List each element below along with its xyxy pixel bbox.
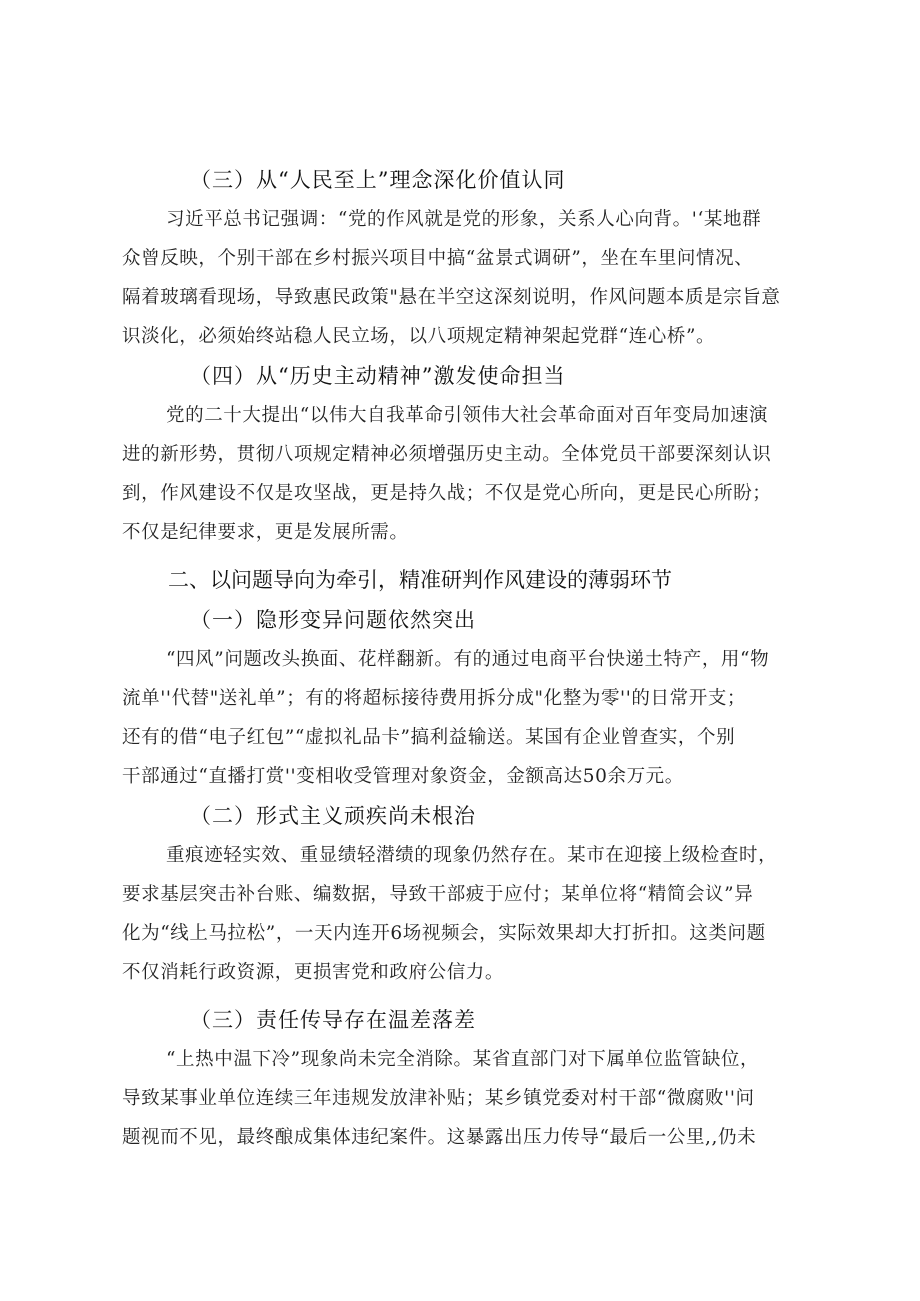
paragraph-historical-initiative: [122, 396, 814, 552]
text-line: 习近平总书记强调：“党的作风就是党的形象，关系人心向背。'‘某地群: [166, 209, 762, 230]
text-line: 不仅是纪律要求，更是发展所需。: [122, 522, 409, 543]
section-heading-historical-initiative: （四）从“历史主动精神”激发使命担当: [190, 364, 566, 388]
text-line: 进的新形势，贯彻八项规定精神必须增强历史主动。全体党员干部要深刻认识: [122, 444, 772, 465]
document-page: [122, 160, 814, 1157]
paragraph-people-first: [122, 200, 814, 356]
section-heading-people-first: （三）从“人民至上”理念深化价值认同: [190, 168, 566, 192]
text-line: 要求基层突击补台账、编数据，导致干部疲于应付；某单位将“精简会议”异: [122, 884, 754, 905]
text-line: 识淡化，必须始终站稳人民立场，以八项规定精神架起党群“连心桥”。: [122, 326, 716, 347]
text-line: 到，作风建设不仅是攻坚战，更是持久战；不仅是党心所向，更是民心所盼；: [122, 483, 772, 504]
text-line: 干部通过“直播打赏''变相收受管理对象资金，金额高达50余万元。: [122, 766, 684, 787]
text-line: 众曾反映，个别干部在乡村振兴项目中搞“盆景式调研”，坐在车里问情况、: [122, 248, 754, 269]
paragraph-formalism: [122, 836, 814, 992]
text-line: 流单''代替"送礼单”；有的将超标接待费用拆分成"化整为零''的日常开支；: [122, 688, 747, 709]
text-line: 化为“线上马拉松”，一天内连开6场视频会，实际效果却大打折扣。这类问题: [122, 923, 766, 944]
text-line: 不仅消耗行政资源，更损害党和政府公信力。: [122, 962, 505, 983]
text-line: 党的二十大提出“以伟大自我革命引领伟大社会革命面对百年变局加速演: [166, 405, 769, 426]
text-line: 题视而不见，最终酿成集体违纪案件。这暴露出压力传导“最后一公里,,仍未: [122, 1127, 757, 1148]
text-line: 隔着玻璃看现场，导致惠民政策"悬在半空这深刻说明，作风问题本质是宗旨意: [122, 287, 781, 308]
text-line: 导致某事业单位连续三年违规发放津补贴；某乡镇党委对村干部“微腐败''问: [122, 1088, 755, 1109]
paragraph-responsibility-gap: [122, 1040, 814, 1157]
text-line: 重痕迹轻实效、重显绩轻潜绩的现象仍然存在。某市在迎接上级检查时，: [166, 845, 778, 866]
text-line: “四风”问题改头换面、花样翻新。有的通过电商平台快递土特产，用“物: [166, 649, 770, 670]
section-heading-formalism: （二）形式主义顽疾尚未根治: [190, 804, 476, 828]
chapter-heading-problem-oriented: 二、以问题导向为牵引，精准研判作风建设的薄弱环节: [168, 568, 672, 592]
section-heading-hidden-variants: （一）隐形变异问题依然突出: [190, 608, 476, 632]
text-line: “上热中温下冷”现象尚未完全消除。某省直部门对下属单位监管缺位，: [166, 1049, 760, 1070]
section-heading-responsibility-gap: （三）责任传导存在温差落差: [190, 1008, 476, 1032]
text-line: 还有的借“电子红包”“虚拟礼品卡”搞利益输送。某国有企业曾查实，个别: [122, 727, 736, 748]
paragraph-hidden-variants: [122, 640, 814, 796]
